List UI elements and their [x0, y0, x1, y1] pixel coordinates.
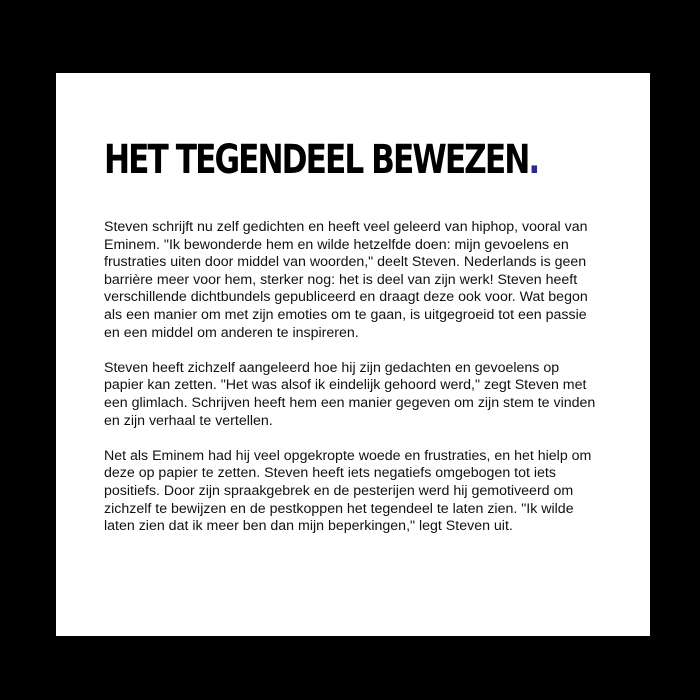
- article-title-text: HET TEGENDEEL BEWEZEN: [104, 137, 529, 183]
- paragraph-2: Steven heeft zichzelf aangeleerd hoe hij zijn gedachten en gevoelens op papier kan zetten. "Het was alsof ik eindelijk gehoord werd," zegt Steven met een glimlach. Schrijven heeft hem een manier gegeven om zijn stem te vinden en zijn verhaal te vertellen.: [104, 359, 596, 429]
- paragraph-1: Steven schrijft nu zelf gedichten en heeft veel geleerd van hiphop, vooral van Eminem. "Ik bewonderde hem en wilde hetzelfde doen: mijn gevoelens en frustraties uiten door middel van woorden," deelt Steven. Nederlands is geen barrière meer voor hem, sterker nog: het is deel van zijn werk! Steven heeft verschillende dichtbundels gepubliceerd en draagt deze ook voor. Wat begon als een manier om met zijn emoties om te gaan, is uitgegroeid tot een passie en een middel om anderen te inspireren.: [104, 219, 588, 341]
- article-title-period: .: [528, 137, 541, 183]
- article-title: [104, 135, 541, 185]
- article-body: [104, 219, 600, 536]
- paragraph-3: Net als Eminem had hij veel opgekropte woede en frustraties, en het hielp om deze op papier te zetten. Steven heeft iets negatiefs omgebogen tot iets positiefs. Door zijn spraakgebrek en de pesterijen werd hij gemotiveerd om zichzelf te bewijzen en de pestkoppen het tegendeel te laten zien. "Ik wilde laten zien dat ik meer ben dan mijn beperkingen," legt Steven uit.: [104, 447, 592, 535]
- article-card: [56, 73, 650, 636]
